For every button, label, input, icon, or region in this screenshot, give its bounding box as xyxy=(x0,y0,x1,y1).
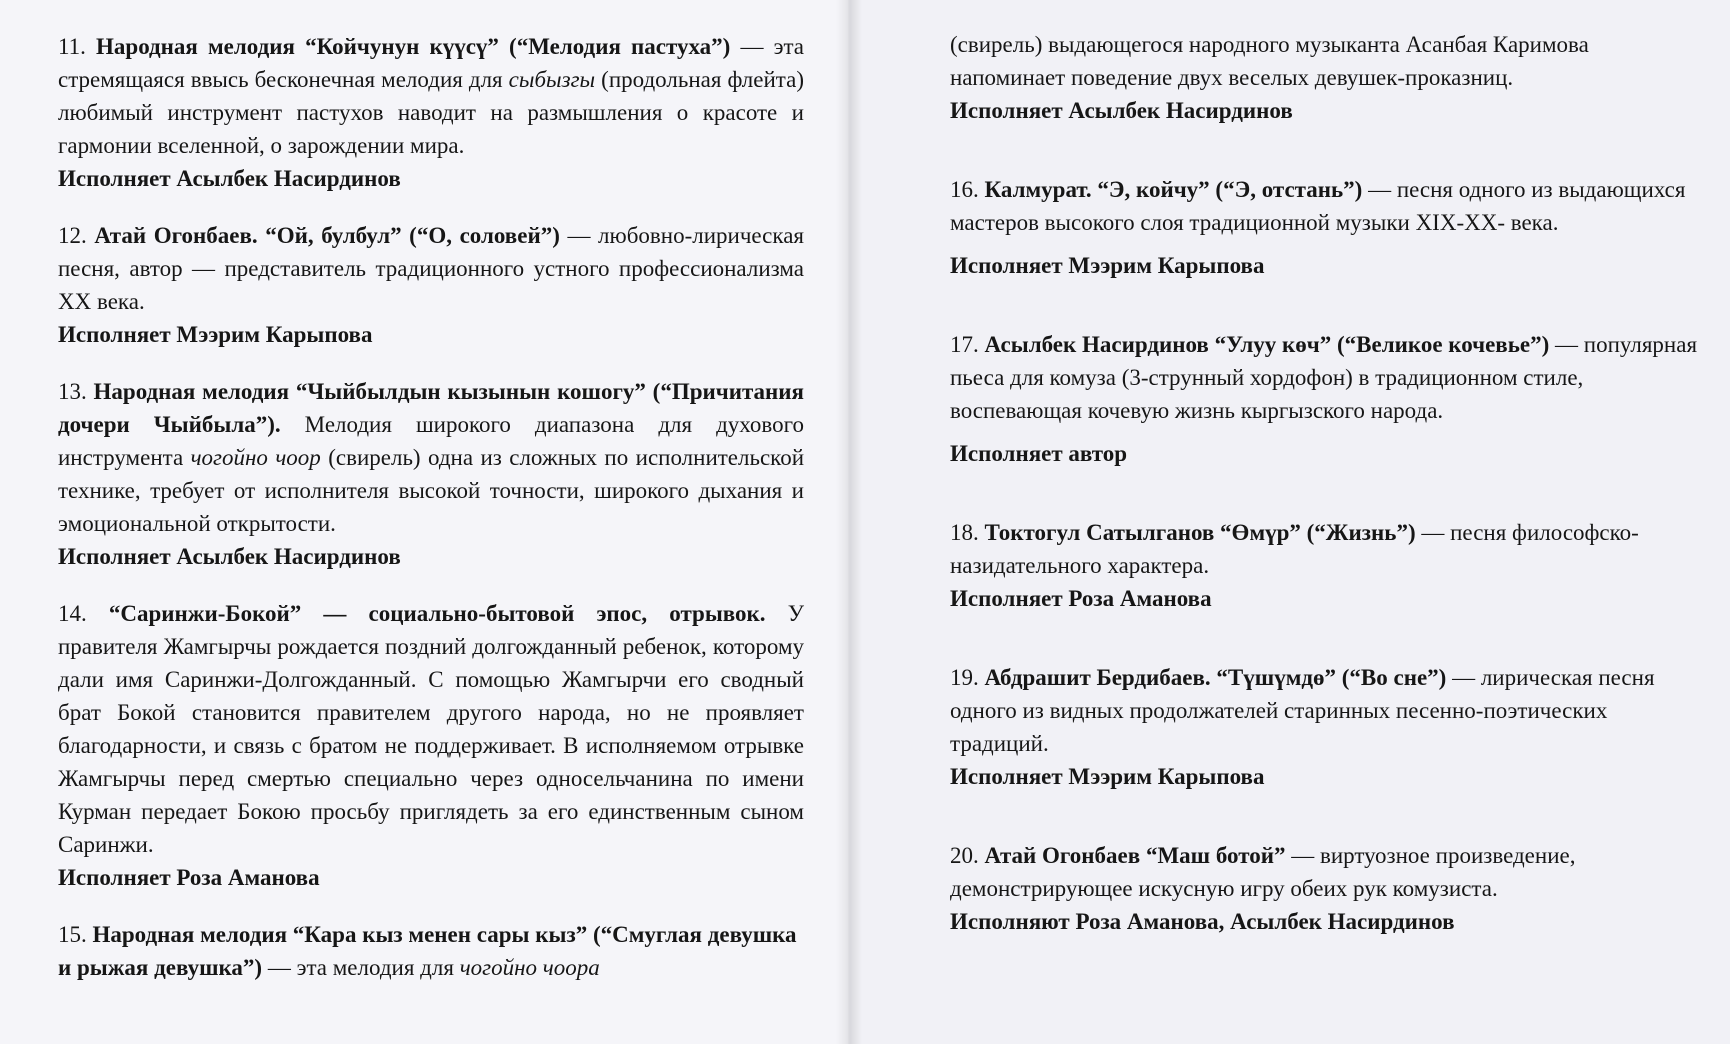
performer: Исполняет Мээрим Карыпова xyxy=(950,253,1265,278)
performer: Исполняет Мээрим Карыпова xyxy=(58,322,373,347)
book-gutter xyxy=(836,0,862,1044)
entry-title: Калмурат. “Э, койчу” (“Э, отстань”) xyxy=(984,177,1363,202)
program-entry-19 xyxy=(950,661,1700,793)
program-entry-12 xyxy=(58,219,804,351)
entry-description xyxy=(58,219,804,318)
entry-description xyxy=(58,375,804,540)
program-entry-16 xyxy=(950,173,1700,282)
entry-description xyxy=(950,173,1700,239)
entry-description xyxy=(950,839,1700,905)
entry-description xyxy=(58,597,804,861)
performer: Исполняет Асылбек Насирдинов xyxy=(950,98,1293,123)
entry-title: Народная мелодия “Чыйбылдын кызынын кошогу” (“Причитания дочери Чыйбыла”). xyxy=(58,379,804,437)
performer: Исполняет автор xyxy=(950,441,1128,466)
entry-text: — виртуозное произведение, демонстрирующее искусную игру обеих рук комузиста. xyxy=(950,843,1576,901)
entry-text: У правителя Жамгырчы рождается поздний долгожданный ребенок, которому дали имя Саринжи-Долгожданный. С помощью Жамгырчи его сводный брат Бокой становится правителем другого народа, но не проявляет благодарности, и связь с братом не поддерживает. В исполняемом отрывке Жамгырчы перед смертью специально через односельчанина по имени Курман передает Бокою просьбу приглядеть за его единственным сыном Саринжи. xyxy=(58,601,804,857)
entry-text: — эта стремящаяся ввысь бесконечная мелодия для xyxy=(58,34,804,92)
performer: Исполняет Мээрим Карыпова xyxy=(950,764,1265,789)
entry-title: Токтогул Сатылганов “Өмүр” (“Жизнь”) xyxy=(984,520,1416,545)
entry-number: 15. xyxy=(58,922,93,947)
entry-text: (свирель) одна из сложных по исполнительской технике, требует от исполнителя высокой точности, широкого дыхания и эмоциональной открытости. xyxy=(58,445,805,536)
entry-text: (продольная флейта) любимый инструмент пастухов наводит на размышления о красоте и гармонии вселенной, о зарождении мира. xyxy=(58,67,804,158)
performer: Исполняет Асылбек Насирдинов xyxy=(58,544,401,569)
entry-description xyxy=(950,328,1700,427)
entry-number: 18. xyxy=(950,520,985,545)
entry-title: Атай Огонбаев. “Ой, булбул” (“О, соловей”) xyxy=(94,223,560,248)
left-column xyxy=(58,30,804,1008)
program-entry-15-continued xyxy=(950,28,1700,127)
entry-text: — песня одного из выдающихся мастеров высокого слоя традиционной музыки XIX-XX- века. xyxy=(950,177,1686,235)
entry-text: — песня философско-назидательного характера. xyxy=(950,520,1639,578)
program-entry-11 xyxy=(58,30,804,195)
instrument-name: чогойно чоор xyxy=(190,445,321,470)
entry-title: “Саринжи-Бокой” — социально-бытовой эпос, отрывок. xyxy=(108,601,766,626)
entry-number: 13. xyxy=(58,379,94,404)
entry-number: 14. xyxy=(58,601,109,626)
entry-number: 17. xyxy=(950,332,985,357)
program-entry-15 xyxy=(58,918,804,984)
entry-number: 12. xyxy=(58,223,95,248)
program-entry-14 xyxy=(58,597,804,894)
entry-text: Мелодия широкого диапазона для духового инструмента xyxy=(58,412,804,470)
entry-number: 19. xyxy=(950,665,985,690)
entry-text: — любовно-лирическая песня, автор — представитель традиционного устного профессионализма XX века. xyxy=(58,223,804,314)
entry-title: Абдрашит Бердибаев. “Түшүмдө” (“Во сне”) xyxy=(984,665,1447,690)
entry-number: 11. xyxy=(58,34,97,59)
performer: Исполняет Роза Аманова xyxy=(58,865,320,890)
entry-number: 16. xyxy=(950,177,985,202)
entry-title: Народная мелодия “Койчунун күүсү” (“Мелодия пастуха”) xyxy=(96,34,731,59)
performer: Исполняют Роза Аманова, Асылбек Насирдинов xyxy=(950,909,1455,934)
program-entry-20 xyxy=(950,839,1700,938)
entry-description xyxy=(58,918,804,984)
instrument-name: сыбызгы xyxy=(508,67,596,92)
program-entry-13 xyxy=(58,375,804,573)
entry-title: Асылбек Насирдинов “Улуу көч” (“Великое кочевье”) xyxy=(984,332,1550,357)
entry-title: Атай Огонбаев “Маш ботой” xyxy=(984,843,1286,868)
entry-continuation: (свирель) выдающегося народного музыканта Асанбая Каримова напоминает поведение двух веселых девушек-проказниц. xyxy=(950,32,1589,90)
right-page xyxy=(848,0,1730,1044)
entry-description xyxy=(950,516,1700,582)
program-entry-17 xyxy=(950,328,1700,470)
left-page xyxy=(0,0,848,1044)
program-entry-18 xyxy=(950,516,1700,615)
entry-text: — лирическая песня одного из видных продолжателей старинных песенно-поэтических традиций. xyxy=(950,665,1655,756)
performer: Исполняет Асылбек Насирдинов xyxy=(58,166,401,191)
entry-text: — эта мелодия для xyxy=(262,955,460,980)
entry-text: — популярная пьеса для комуза (3-струнный хордофон) в традиционном стиле, воспевающая кочевую жизнь кыргызского народа. xyxy=(950,332,1698,423)
entry-description xyxy=(950,661,1700,760)
instrument-name: чогойно чоора xyxy=(459,955,600,980)
performer: Исполняет Роза Аманова xyxy=(950,586,1212,611)
entry-title: Народная мелодия “Кара кыз менен сары кыз” (“Смуглая девушка и рыжая девушка”) xyxy=(58,922,797,980)
entry-number: 20. xyxy=(950,843,985,868)
right-column xyxy=(950,28,1700,984)
entry-description xyxy=(58,30,804,162)
